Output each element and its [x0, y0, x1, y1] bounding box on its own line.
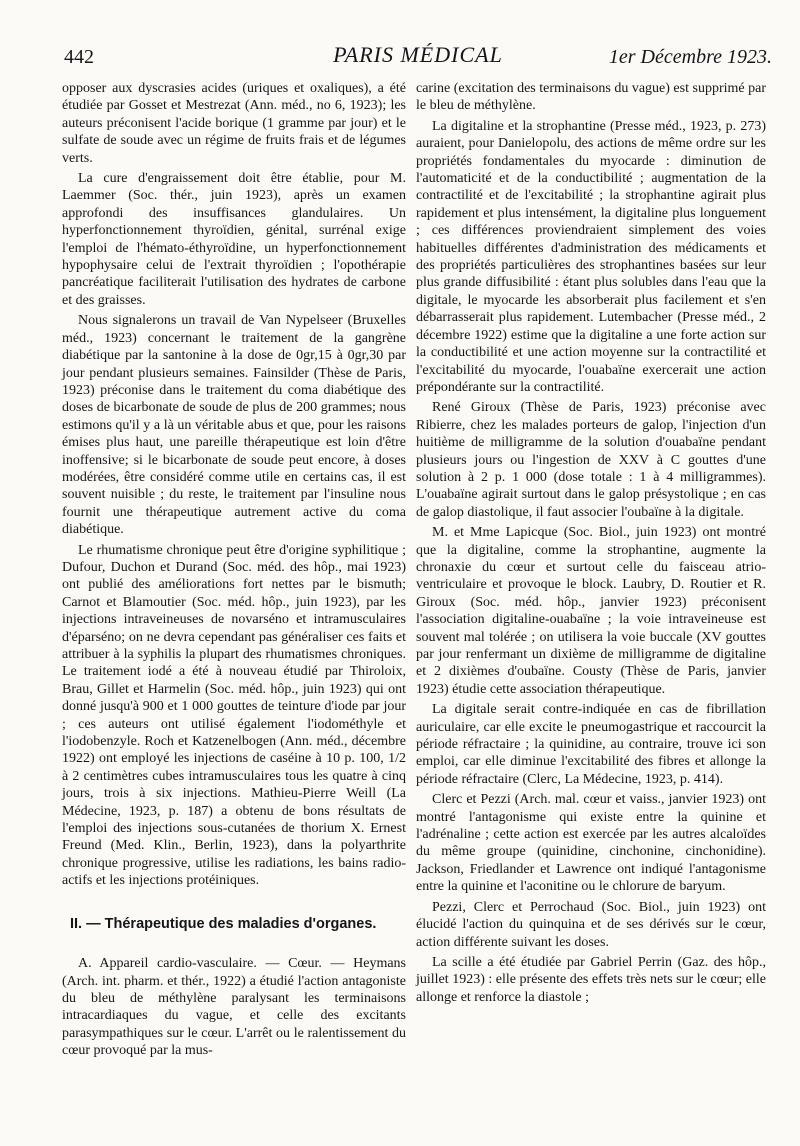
paragraph: Nous signalerons un travail de Van Nypelseer (Bruxelles méd., 1923) concernant le traitement de la gangrène diabétique par la santonine à la dose de 0gr,15 à 0gr,30 par jour pendant plusieurs semaines. Fainsilder (Thèse de Paris, 1923) préconise dans le traitement du coma diabétique des doses de bicarbonate de soude de plus de 200 grammes; nous estimons qu'il y a là un véritable abus et que, pour les raisons émises plus haut, une pareille thérapeutique est loin d'être inoffensive; si le bicarbonate de soude peut encore, à doses modérées, être considéré comme utile en certains cas, il est souvent nuisible ; du reste, le traitement par l'insuline nous fournit une thérapeutique autrement active du coma diabétique.	[62, 313, 406, 538]
page-number: 442	[64, 46, 94, 68]
paragraph: La scille a été étudiée par Gabriel Perrin (Gaz. des hôp., juillet 1923) : elle présente des effets très nets sur le cœur; elle allonge et renforce la diastole ;	[416, 954, 766, 1005]
running-header	[64, 42, 772, 72]
paragraph: Clerc et Pezzi (Arch. mal. cœur et vaiss., janvier 1923) ont montré l'antagonisme qui existe entre la quinine et l'adrénaline ; cette action est exercée par les autres alcaloïdes du même groupe (quinidine, cinchonine, cinchonidine). Jackson, Friedlander et Lawrence ont indiqué l'antagonisme entre la quinine et l'aconitine ou le chlorure de baryum.	[416, 792, 766, 895]
right-column	[416, 80, 766, 1009]
paragraph: M. et Mme Lapicque (Soc. Biol., juin 1923) ont montré que la digitaline, comme la strophantine, augmente la chronaxie du cœur et surtout celle du faisceau atrio-ventriculaire et provoque le block. Laubry, D. Routier et R. Giroux (Soc. méd. hôp., janvier 1923) préconisent l'association digitaline-ouabaïne ; la voie intraveineuse est souvent mal tolérée ; on utilisera la voie buccale (XV gouttes par jour renfermant un dixième de milligramme de digitaline et 2 dixièmes d'oubaïne. Cousty (Thèse de Paris, janvier 1923) étudie cette association thérapeutique.	[416, 525, 766, 697]
paragraph: Pezzi, Clerc et Perrochaud (Soc. Biol., juin 1923) ont élucidé l'action du quinquina et de ses dérivés sur le cœur, action différente suivant les doses.	[416, 899, 766, 950]
section-heading: II. — Thérapeutique des maladies d'organes.	[70, 915, 377, 932]
paragraph: A. Appareil cardio-vasculaire. — Cœur. — Heymans (Arch. int. pharm. et thér., 1922) a étudié l'action antagoniste du bleu de méthylène paralysant les terminaisons intracardiaques du vague, et celle des excitants parasympathiques sur le cœur. L'arrêt ou le ralentissement du cœur provoqué par la mus-	[62, 956, 406, 1059]
issue-date: 1er Décembre 1923.	[608, 46, 772, 68]
paragraph: René Giroux (Thèse de Paris, 1923) préconise avec Ribierre, chez les malades porteurs de galop, l'injection d'un huitième de milligramme de la solution d'ouabaïne pendant plusieurs jours ou l'ingestion de XXV à C gouttes d'une solution à 2 p. 1 000 (dose totale : 1 à 4 milligrammes). L'ouabaïne agirait surtout dans le galop présystolique ; en cas de galop diastolique, il faut associer l'oubaïne à la digitale.	[416, 400, 766, 520]
paragraph: La cure d'engraissement doit être établie, pour M. Laemmer (Soc. thér., juin 1923), après un examen approfondi des insuffisances glandulaires. Un hyperfonctionnement thyroïdien, génital, surrénal exige l'emploi de l'hémato-éthyroïdine, un hyperfonctionnement hypophysaire celui de l'extrait thyroïdien ; l'opothérapie pancréatique faciliterait l'utilisation des hydrates de carbone et des graisses.	[62, 171, 406, 308]
left-column	[62, 80, 406, 1063]
journal-title: PARIS MÉDICAL	[333, 42, 503, 67]
paragraph: carine (excitation des terminaisons du vague) est supprimé par le bleu de méthylène.	[416, 81, 766, 114]
paragraph: opposer aux dyscrasies acides (uriques et oxaliques), a été étudiée par Gosset et Mestrezat (Ann. méd., no 6, 1923); les auteurs préconisent l'acide borique (1 gramme par jour) et le sulfate de soude avec un régime de fruits frais et de légumes verts.	[62, 81, 406, 166]
paragraph: Le rhumatisme chronique peut être d'origine syphilitique ; Dufour, Duchon et Durand (Soc. méd. des hôp., mai 1923) ont publié des améliorations fort nettes par le bismuth; Carnot et Blamoutier (Soc. méd. hôp., juin 1923), par les injections intraveineuses de novarséno et intramusculaires d'éparséno; on ne devra cependant pas généraliser ces faits et attribuer à la syphilis la plupart des rhumatismes chroniques. Le traitement iodé a été à nouveau étudié par Thiroloix, Brau, Gillet et Harmelin (Soc. méd. hôp., juin 1923) qui ont donné jusqu'à 900 et 1 000 gouttes de teinture d'iode par jour ; ces auteurs ont utilisé également l'iodométhyle et l'iodobenzyle. Roch et Katzenelbogen (Ann. méd., décembre 1922) ont employé les injections de caséine à 10 p. 100, 1/2 à 2 centimètres cubes intramusculaires tous les quatre à cinq jours, trois à six injections. Mathieu-Pierre Weill (La Médecine, 1923, p. 187) a obtenu de bons résultats de l'emploi des injections sous-cutanées de thorium X. Ernest Freund (Med. Klin., Berlin, 1923), dans la polyarthrite chronique progressive, utilise les radiations, les bains radio-actifs et les injections protéiniques.	[62, 542, 406, 889]
paragraph: La digitale serait contre-indiquée en cas de fibrillation auriculaire, car elle excite le pneumogastrique et raccourcit la période réfractaire ; la quinidine, au contraire, trouve ici son emploi, car elle diminue l'excitabilité des fibres et allonge la période réfractaire (Clerc, La Médecine, 1923, p. 414).	[416, 702, 766, 787]
paragraph: La digitaline et la strophantine (Presse méd., 1923, p. 273) auraient, pour Danielopolu, des actions de même ordre sur les propriétés fondamentales du myocarde : diminution de l'automaticité et de la conductibilité ; augmentation de la contractilité et de l'excitabilité ; la strophantine agirait plus rapidement et plus intensément, la digitaline plus longuement ; ces différences proviendraient simplement des voies habituelles différentes d'administration des médicaments et des propriétés particulières des strophantines basées sur leur plus grande diffusibilité : étant plus solubles dans l'eau que la digitale, le myocarde les absorberait plus facilement et s'en débarrasserait plus rapidement. Lutembacher (Presse méd., 2 décembre 1922) estime que la digitaline a une forte action sur la conductibilité et une action moyenne sur la contractilité et l'excitabilité du myocarde, l'ouabaïne exercerait une action prépondérante sur la contractilité.	[416, 118, 766, 395]
